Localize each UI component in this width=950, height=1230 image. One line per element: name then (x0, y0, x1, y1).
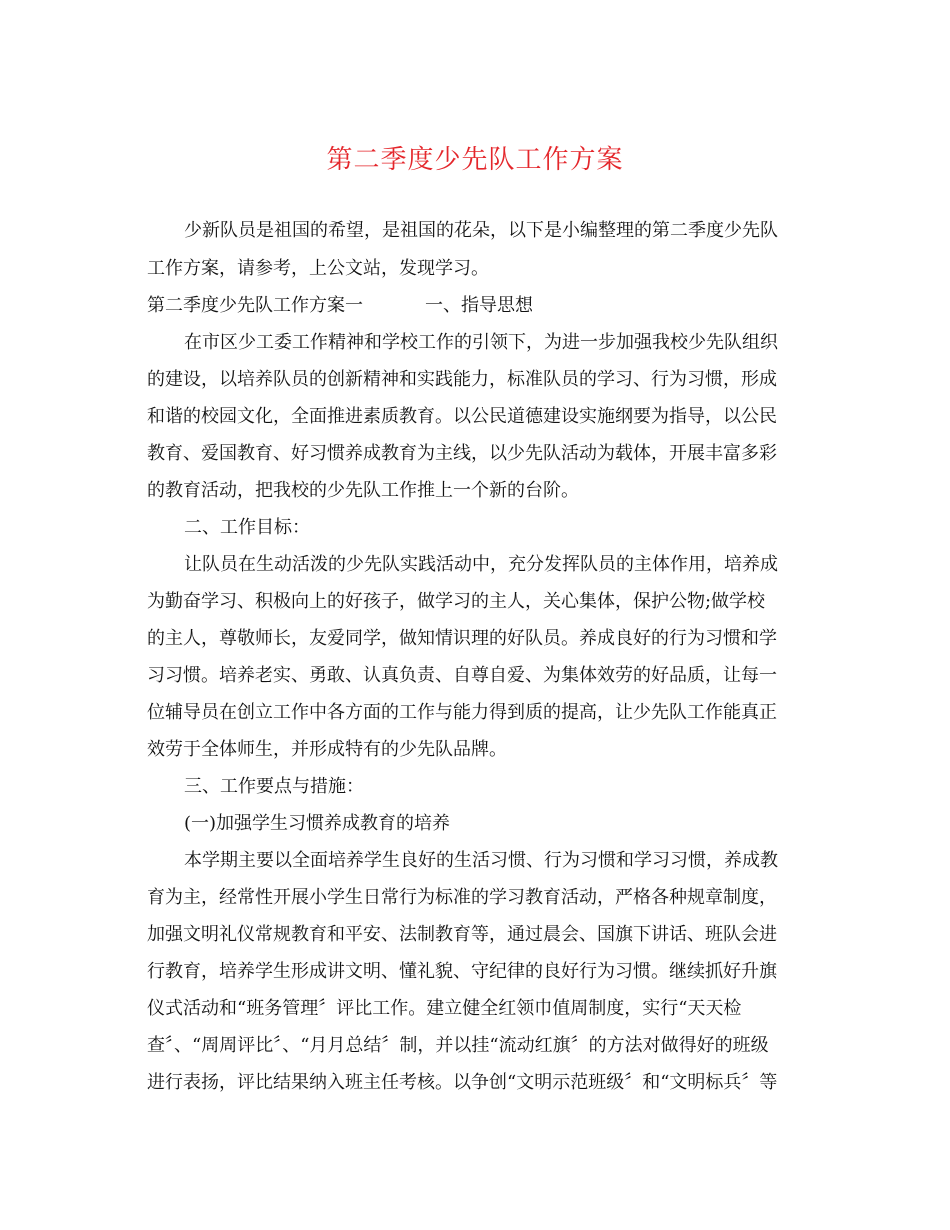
paragraph-line: 让队员在生动活泼的少先队实践活动中，充分发挥队员的主体作用，培养成 (184, 554, 778, 575)
paragraph-line: 教育、爱国教育、好习惯养成教育为主线，以少先队活动为载体，开展丰富多彩 (147, 443, 777, 464)
paragraph-line: 位辅导员在创立工作中各方面的工作与能力得到质的提高，让少先队工作能真正 (147, 702, 777, 723)
plan-heading: 第二季度少先队工作方案一 (147, 295, 363, 316)
section-heading: 一、指导思想 (425, 295, 533, 316)
paragraph-line: 习习惯。培养老实、勇敢、认真负责、自尊自爱、为集体效劳的好品质，让每一 (147, 665, 777, 686)
paragraph-line: 行教育，培养学生形成讲文明、懂礼貌、守纪律的良好行为习惯。继续抓好升旗 (147, 961, 777, 982)
paragraph-line: 在市区少工委工作精神和学校工作的引领下，为进一步加强我校少先队组织 (184, 332, 778, 353)
section-heading: 二、工作目标： (184, 517, 310, 538)
paragraph-line: 育为主，经常性开展小学生日常行为标准的学习教育活动，严格各种规章制度， (147, 887, 777, 908)
paragraph-line: 查〞、“周周评比〞、“月月总结〞制，并以挂“流动红旗〞的方法对做得好的班级 (147, 1035, 769, 1056)
paragraph-line: 的教育活动，把我校的少先队工作推上一个新的台阶。 (147, 480, 579, 501)
paragraph-line: 效劳于全体师生，并形成特有的少先队品牌。 (147, 739, 507, 760)
paragraph-line: 进行表扬，评比结果纳入班主任考核。以争创“文明示范班级〞和“文明标兵〞等 (147, 1072, 778, 1093)
intro-line: 少新队员是祖国的希望，是祖国的花朵，以下是小编整理的第二季度少先队 (184, 220, 778, 241)
plan-heading-row (147, 293, 533, 319)
paragraph-line: 加强文明礼仪常规教育和平安、法制教育等，通过晨会、国旗下讲话、班队会进 (147, 924, 777, 945)
document-title: 第二季度少先队工作方案 (326, 145, 624, 175)
paragraph-line: 的主人，尊敬师长，友爱同学，做知情识理的好队员。养成良好的行为习惯和学 (147, 628, 777, 649)
paragraph-line: 本学期主要以全面培养学生良好的生活习惯、行为习惯和学习习惯，养成教 (184, 850, 778, 871)
intro-line: 工作方案，请参考，上公文站，发现学习。 (147, 258, 489, 279)
paragraph-line: 为勤奋学习、积极向上的好孩子，做学习的主人，关心集体，保护公物;做学校 (147, 591, 766, 612)
section-heading: 三、工作要点与措施： (184, 776, 364, 797)
paragraph-line: 的建设，以培养队员的创新精神和实践能力，标准队员的学习、行为习惯，形成 (147, 369, 777, 390)
subsection-heading: (一)加强学生习惯养成教育的培养 (184, 813, 451, 834)
paragraph-line: 仪式活动和“班务管理〞评比工作。建立健全红领巾值周制度，实行“天天检 (147, 998, 742, 1019)
paragraph-line: 和谐的校园文化，全面推进素质教育。以公民道德建设实施纲要为指导，以公民 (147, 406, 777, 427)
